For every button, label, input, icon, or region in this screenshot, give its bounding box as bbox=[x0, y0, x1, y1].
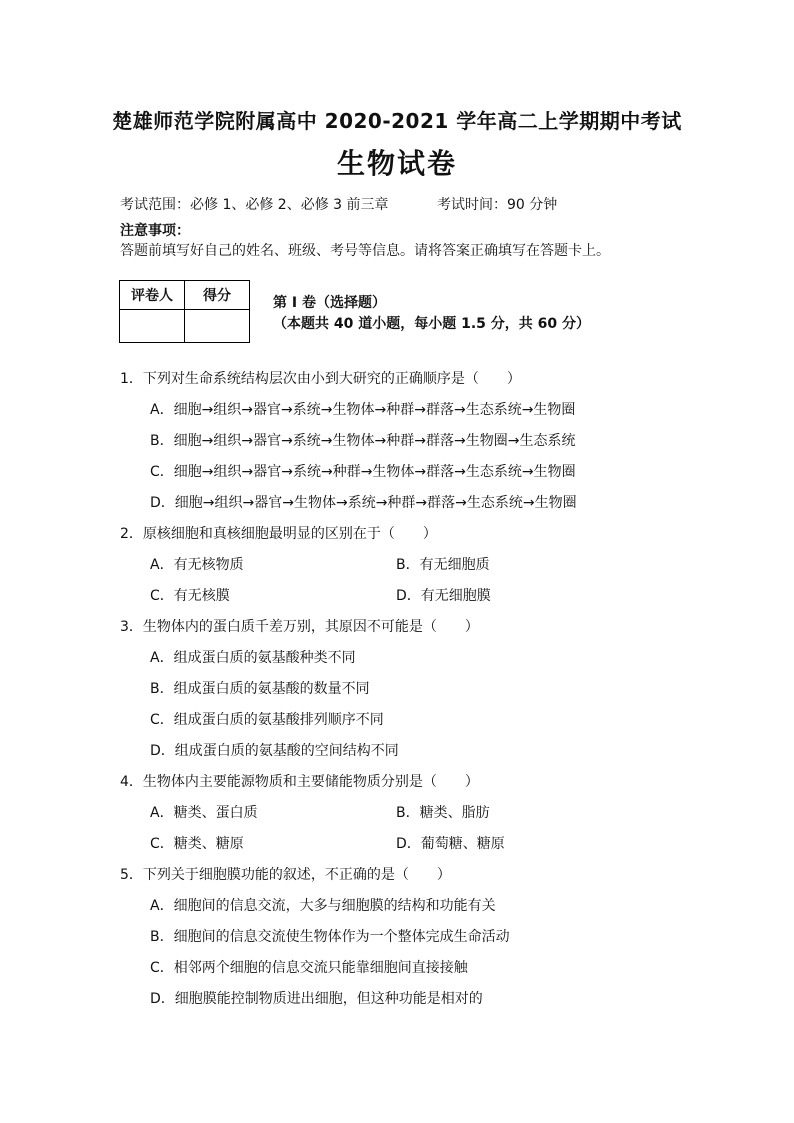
section-description: （本题共 40 道小题，每小题 1.5 分，共 60 分） bbox=[273, 316, 591, 332]
question-stem: 5．下列关于细胞膜功能的叙述，不正确的是（ ） bbox=[120, 867, 451, 883]
option: A．糖类、蛋白质 bbox=[150, 805, 258, 821]
grader-cell bbox=[120, 310, 185, 343]
question-stem: 3．生物体内的蛋白质千差万别，其原因不可能是（ ） bbox=[120, 619, 479, 635]
option: C．组成蛋白质的氨基酸排列顺序不同 bbox=[150, 712, 384, 728]
exam-subject: 生物试卷 bbox=[336, 147, 457, 180]
option-row bbox=[120, 554, 720, 585]
score-cell bbox=[185, 310, 250, 343]
option: A．细胞→组织→器官→系统→生物体→种群→群落→生态系统→生物圈 bbox=[150, 402, 576, 418]
option: C．糖类、糖原 bbox=[150, 836, 244, 852]
option: B．组成蛋白质的氨基酸的数量不同 bbox=[150, 681, 370, 697]
option: B．细胞→组织→器官→系统→生物体→种群→群落→生物圈→生态系统 bbox=[150, 433, 576, 449]
question-stem: 2．原核细胞和真核细胞最明显的区别在于（ ） bbox=[120, 526, 437, 542]
option-row bbox=[120, 802, 720, 833]
option: A．有无核物质 bbox=[150, 557, 244, 573]
option: D．葡萄糖、糖原 bbox=[396, 836, 505, 852]
option: D．有无细胞膜 bbox=[396, 588, 491, 604]
question-stem: 4．生物体内主要能源物质和主要储能物质分别是（ ） bbox=[120, 774, 479, 790]
question-list bbox=[120, 368, 720, 1019]
option-row bbox=[120, 833, 720, 864]
exam-scope: 考试范围：必修 1、必修 2、必修 3 前三章 bbox=[120, 197, 389, 213]
grader-header: 评卷人 bbox=[120, 281, 185, 310]
option-row bbox=[120, 585, 720, 616]
score-table bbox=[119, 280, 250, 343]
exam-title: 楚雄师范学院附属高中 2020-2021 学年高二上学期期中考试 bbox=[112, 109, 682, 133]
option: B．有无细胞质 bbox=[396, 557, 490, 573]
option: D．细胞→组织→器官→生物体→系统→种群→群落→生态系统→生物圈 bbox=[150, 495, 577, 511]
option: A．细胞间的信息交流，大多与细胞膜的结构和功能有关 bbox=[150, 898, 496, 914]
exam-time: 考试时间：90 分钟 bbox=[436, 197, 558, 213]
option: B．糖类、脂肪 bbox=[396, 805, 490, 821]
section-title: 第 I 卷（选择题） bbox=[273, 295, 386, 311]
notice-heading: 注意事项： bbox=[120, 223, 190, 239]
option: A．组成蛋白质的氨基酸种类不同 bbox=[150, 650, 356, 666]
question-stem: 1．下列对生命系统结构层次由小到大研究的正确顺序是（ ） bbox=[120, 371, 521, 387]
score-header: 得分 bbox=[185, 281, 250, 310]
option: D．细胞膜能控制物质进出细胞，但这种功能是相对的 bbox=[150, 991, 483, 1007]
notice-text: 答题前填写好自己的姓名、班级、考号等信息。请将答案正确填写在答题卡上。 bbox=[120, 243, 610, 259]
option: C．相邻两个细胞的信息交流只能靠细胞间直接接触 bbox=[150, 960, 468, 976]
exam-info bbox=[120, 194, 557, 214]
option: C．有无核膜 bbox=[150, 588, 230, 604]
option: D．组成蛋白质的氨基酸的空间结构不同 bbox=[150, 743, 399, 759]
option: C．细胞→组织→器官→系统→种群→生物体→群落→生态系统→生物圈 bbox=[150, 464, 576, 480]
option: B．细胞间的信息交流使生物体作为一个整体完成生命活动 bbox=[150, 929, 510, 945]
